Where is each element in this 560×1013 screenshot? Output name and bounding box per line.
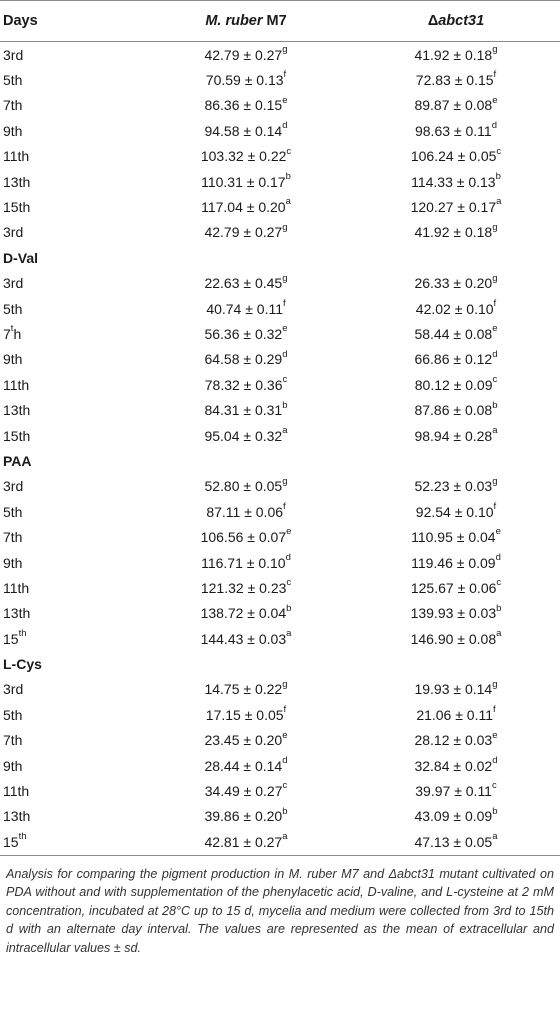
day-cell-value: 7th [3, 97, 23, 114]
abct31-cell [352, 501, 560, 520]
table-row [0, 474, 560, 499]
m7-cell-sup: e [282, 323, 288, 335]
m7-cell [140, 94, 352, 114]
m7-cell-sup: f [283, 501, 286, 513]
abct31-cell [352, 44, 560, 63]
abct31-cell-sup: a [492, 831, 498, 843]
table-row [0, 753, 560, 778]
abct31-cell [352, 678, 560, 698]
section-label: PAA [3, 452, 32, 469]
abct31-cell-sup: b [492, 805, 498, 817]
day-cell-value: 11th [3, 148, 30, 165]
day-cell [0, 504, 140, 520]
m7-cell-sup: g [282, 44, 288, 56]
table-row [0, 194, 560, 219]
table-row [0, 42, 560, 67]
abct31-cell-value: 106.24 ± 0.05 [410, 148, 497, 165]
abct31-cell-value: 43.09 ± 0.09 [414, 808, 493, 825]
day-cell [0, 628, 140, 647]
abct31-cell-sup: d [492, 754, 498, 766]
abct31-cell-sup: g [492, 678, 498, 690]
abct31-cell-value: 98.63 ± 0.11 [414, 122, 492, 139]
m7-cell-sup: g [282, 221, 288, 233]
abct31-cell-value: 19.93 ± 0.14 [414, 681, 493, 698]
day-cell [0, 351, 140, 367]
m7-cell-sup: c [286, 145, 292, 157]
day-cell [0, 402, 140, 418]
day-cell [0, 428, 140, 444]
m7-cell [140, 551, 352, 571]
abct31-cell-value: 32.84 ± 0.02 [414, 757, 493, 774]
m7-cell-value: 40.74 ± 0.11 [206, 300, 284, 317]
m7-cell-sup: f [283, 704, 287, 716]
m7-cell-value: 95.04 ± 0.32 [204, 427, 283, 444]
day-cell-value: 7th [3, 732, 23, 749]
abct31-cell-value: 125.67 ± 0.06 [410, 579, 497, 596]
day-cell-value: 13th [3, 808, 31, 825]
abct31-cell-sup: d [492, 348, 498, 360]
table-row [0, 118, 560, 143]
m7-cell-sup: f [283, 69, 287, 81]
day-cell [0, 732, 140, 748]
day-cell [0, 758, 140, 774]
header-m7 [140, 13, 352, 29]
abct31-cell-sup: f [493, 69, 497, 81]
abct31-cell-value: 26.33 ± 0.20 [414, 275, 493, 292]
day-cell-value: 13th [3, 173, 31, 190]
abct31-cell-sup: g [492, 272, 498, 284]
abct31-cell-sup: b [495, 170, 501, 182]
m7-cell [140, 501, 352, 520]
day-cell-value: 15 [3, 630, 19, 647]
abct31-cell [352, 551, 560, 571]
day-cell-value: 3rd [3, 478, 24, 495]
day-cell-value: 13th [3, 402, 31, 419]
abct31-cell-value: 139.93 ± 0.03 [410, 605, 497, 622]
abct31-cell [352, 424, 560, 444]
day-cell [0, 224, 140, 240]
m7-cell-value: 17.15 ± 0.05 [205, 706, 284, 723]
abct31-cell [352, 323, 560, 342]
day-cell-value: 5th [3, 503, 23, 520]
day-cell-after: h [13, 325, 22, 342]
day-cell-value: 5th [3, 300, 23, 317]
table-row [0, 93, 560, 118]
abct31-cell-value: 120.27 ± 0.17 [410, 199, 497, 216]
m7-cell-sup: c [286, 577, 292, 589]
m7-cell [140, 577, 352, 596]
abct31-cell-sup: e [492, 323, 498, 335]
abct31-cell [352, 805, 560, 825]
abct31-cell-sup: g [492, 475, 498, 487]
abct31-cell-value: 92.54 ± 0.10 [415, 503, 494, 520]
abct31-cell-value: 80.12 ± 0.09 [414, 376, 493, 393]
day-cell [0, 275, 140, 291]
table-row [0, 67, 560, 92]
table-row [0, 423, 560, 448]
table-row [0, 372, 560, 397]
section-row [0, 448, 560, 473]
m7-cell-sup: g [282, 272, 288, 284]
abct31-cell-sup: g [492, 44, 498, 56]
header-m7-italic: M. ruber [205, 13, 263, 29]
abct31-cell [352, 526, 560, 546]
header-abct31-italic: abct31 [438, 13, 485, 29]
abct31-cell-sup: b [496, 602, 502, 614]
m7-cell [140, 678, 352, 698]
abct31-cell-sup: f [493, 297, 497, 309]
m7-cell-value: 14.75 ± 0.22 [204, 681, 283, 698]
m7-cell [140, 399, 352, 419]
abct31-cell-sup: f [493, 704, 496, 716]
m7-cell-value: 84.31 ± 0.31 [204, 402, 283, 419]
day-cell-value: 15 [3, 833, 19, 850]
day-cell-value: 3rd [3, 46, 24, 63]
table-body [0, 42, 560, 855]
day-cell [0, 681, 140, 697]
m7-cell-sup: c [282, 374, 288, 386]
m7-cell-sup: d [285, 551, 291, 563]
table-row [0, 397, 560, 422]
m7-cell-sup: f [283, 297, 286, 309]
abct31-cell-value: 89.87 ± 0.08 [414, 97, 493, 114]
day-cell [0, 783, 140, 799]
m7-cell [140, 602, 352, 622]
m7-cell-sup: b [286, 602, 292, 614]
m7-cell [140, 729, 352, 749]
abct31-cell [352, 399, 560, 419]
header-abct31-prefix: Δ [427, 13, 439, 29]
abct31-cell-value: 72.83 ± 0.15 [415, 72, 494, 89]
m7-cell [140, 120, 352, 139]
abct31-cell [352, 475, 560, 495]
m7-cell [140, 628, 352, 647]
abct31-cell-value: 87.86 ± 0.08 [414, 402, 493, 419]
abct31-cell-sup: a [496, 196, 502, 208]
abct31-cell [352, 69, 560, 89]
abct31-cell-sup: e [492, 729, 498, 741]
m7-cell-sup: d [282, 120, 288, 132]
abct31-cell [352, 348, 560, 368]
m7-cell [140, 145, 352, 165]
abct31-cell-value: 41.92 ± 0.18 [414, 224, 493, 241]
abct31-cell-sup: c [496, 145, 502, 157]
day-cell [0, 47, 140, 63]
header-m7-rest: M7 [262, 13, 287, 29]
section-row [0, 651, 560, 676]
table-row [0, 626, 560, 651]
m7-cell-sup: b [282, 399, 288, 411]
m7-cell-value: 39.86 ± 0.20 [204, 808, 283, 825]
day-cell [0, 605, 140, 621]
abct31-cell-value: 119.46 ± 0.09 [411, 554, 496, 571]
m7-cell-value: 42.79 ± 0.27 [204, 46, 283, 63]
m7-cell-sup: d [282, 348, 288, 360]
m7-cell [140, 704, 352, 723]
abct31-cell-value: 41.92 ± 0.18 [414, 46, 493, 63]
day-cell [0, 808, 140, 824]
abct31-cell [352, 221, 560, 241]
day-cell [0, 478, 140, 494]
m7-cell-sup: e [282, 729, 288, 741]
m7-cell-value: 34.49 ± 0.27 [204, 783, 283, 800]
m7-cell-value: 121.32 ± 0.23 [200, 579, 287, 596]
day-cell [0, 148, 140, 164]
abct31-cell [352, 374, 560, 393]
abct31-cell-sup: c [496, 577, 502, 589]
table-caption: Analysis for comparing the pigment production in M. ruber M7 and Δabct31 mutant cultivated on PDA without and with supplementation of the phenylacetic acid, D-valine, and L-cysteine at 2 mM concentration, incubated at 28°C up to 15 d, mycelia and medium were collected from 3rd to 15th d with an alternate day interval. The values are represented as the mean of extracellular and intracellular values ± sd. [6, 866, 554, 955]
m7-cell-value: 78.32 ± 0.36 [204, 376, 283, 393]
abct31-cell [352, 94, 560, 114]
day-cell [0, 97, 140, 113]
day-cell [0, 831, 140, 850]
abct31-cell [352, 272, 560, 292]
m7-cell-value: 87.11 ± 0.06 [206, 503, 284, 520]
table-row [0, 499, 560, 524]
day-cell-value: 7th [3, 529, 23, 546]
abct31-cell [352, 297, 560, 317]
day-cell-value: 9th [3, 122, 23, 139]
day-cell-value: 11th [3, 376, 30, 393]
day-cell [0, 301, 140, 317]
day-cell-value: 3rd [3, 681, 24, 698]
m7-cell-sup: a [286, 628, 292, 640]
abct31-cell [352, 196, 560, 216]
table-row [0, 702, 560, 727]
m7-cell [140, 170, 352, 190]
m7-cell-sup: a [282, 831, 288, 843]
m7-cell [140, 805, 352, 825]
m7-cell [140, 297, 352, 317]
abct31-cell [352, 831, 560, 850]
abct31-cell-sup: a [492, 424, 498, 436]
table-row [0, 271, 560, 296]
m7-cell-value: 86.36 ± 0.15 [204, 97, 283, 114]
day-cell-value: 15th [3, 199, 31, 216]
abct31-cell [352, 170, 560, 190]
day-cell [0, 199, 140, 215]
table-row [0, 829, 560, 854]
m7-cell-sup: g [282, 678, 288, 690]
day-cell-value: 3rd [3, 224, 24, 241]
abct31-cell [352, 754, 560, 774]
m7-cell [140, 323, 352, 342]
abct31-cell-sup: g [492, 221, 498, 233]
day-cell-value: 15th [3, 427, 31, 444]
day-cell-value: 11th [3, 783, 30, 800]
table-row [0, 144, 560, 169]
m7-cell-sup: d [282, 754, 288, 766]
m7-cell-value: 42.81 ± 0.27 [204, 833, 283, 850]
m7-cell-sup: e [282, 94, 288, 106]
m7-cell [140, 424, 352, 444]
day-cell [0, 323, 140, 342]
abct31-cell-value: 114.33 ± 0.13 [411, 173, 496, 190]
table-row [0, 550, 560, 575]
m7-cell-sup: e [286, 526, 292, 538]
day-cell-value: 3rd [3, 275, 24, 292]
section-label: D-Val [3, 249, 39, 266]
m7-cell-sup: a [282, 424, 288, 436]
section-row [0, 245, 560, 270]
day-cell-value: 9th [3, 757, 23, 774]
m7-cell [140, 526, 352, 546]
table-row [0, 575, 560, 600]
abct31-cell [352, 729, 560, 749]
m7-cell [140, 69, 352, 89]
m7-cell-sup: g [282, 475, 288, 487]
table-header [0, 1, 560, 41]
abct31-cell [352, 145, 560, 165]
abct31-cell-sup: a [496, 628, 502, 640]
m7-cell-sup: a [285, 196, 291, 208]
m7-cell-value: 144.43 ± 0.03 [200, 630, 287, 647]
day-cell [0, 123, 140, 139]
abct31-cell [352, 602, 560, 622]
table-row [0, 524, 560, 549]
m7-cell [140, 221, 352, 241]
day-cell [0, 377, 140, 393]
table-row [0, 296, 560, 321]
abct31-cell-value: 146.90 ± 0.08 [410, 630, 497, 647]
m7-cell-value: 106.56 ± 0.07 [200, 529, 287, 546]
day-cell-value: 9th [3, 554, 23, 571]
table-row [0, 778, 560, 803]
abct31-cell-value: 110.95 ± 0.04 [411, 529, 496, 546]
day-cell [0, 555, 140, 571]
m7-cell [140, 475, 352, 495]
abct31-cell-sup: f [493, 501, 497, 513]
m7-cell-value: 56.36 ± 0.32 [204, 325, 283, 342]
abct31-cell-value: 39.97 ± 0.11 [415, 783, 492, 800]
abct31-cell-sup: c [491, 780, 497, 792]
table-row [0, 677, 560, 702]
m7-cell-sup: b [282, 805, 288, 817]
m7-cell-value: 23.45 ± 0.20 [204, 732, 283, 749]
m7-cell-value: 28.44 ± 0.14 [204, 757, 283, 774]
abct31-cell-sup: b [492, 399, 498, 411]
abct31-cell-value: 52.23 ± 0.03 [414, 478, 493, 495]
abct31-cell-value: 47.13 ± 0.05 [414, 833, 493, 850]
abct31-cell-sup: d [495, 551, 501, 563]
m7-cell [140, 831, 352, 850]
abct31-cell-value: 21.06 ± 0.11 [416, 706, 494, 723]
day-cell-sup: th [18, 831, 27, 843]
abct31-cell-value: 28.12 ± 0.03 [414, 732, 493, 749]
m7-cell [140, 196, 352, 216]
header-abct31 [352, 13, 560, 29]
m7-cell [140, 754, 352, 774]
m7-cell-value: 117.04 ± 0.20 [201, 199, 286, 216]
table-row [0, 728, 560, 753]
m7-cell-value: 138.72 ± 0.04 [200, 605, 287, 622]
table-row [0, 804, 560, 829]
day-cell [0, 174, 140, 190]
day-cell-value: 7 [3, 325, 11, 342]
m7-cell [140, 44, 352, 63]
abct31-cell [352, 577, 560, 596]
abct31-cell-value: 42.02 ± 0.10 [415, 300, 494, 317]
abct31-cell [352, 628, 560, 647]
day-cell-value: 13th [3, 605, 31, 622]
m7-cell [140, 272, 352, 292]
abct31-cell-sup: e [492, 94, 498, 106]
m7-cell [140, 348, 352, 368]
day-cell-value: 11th [3, 579, 30, 596]
abct31-cell-sup: c [492, 374, 498, 386]
m7-cell-value: 110.31 ± 0.17 [201, 173, 286, 190]
day-cell [0, 72, 140, 88]
header-days: Days [3, 13, 38, 29]
day-cell-value: 5th [3, 706, 23, 723]
day-cell [0, 529, 140, 545]
m7-cell-value: 94.58 ± 0.14 [204, 122, 283, 139]
m7-cell-sup: c [282, 780, 288, 792]
abct31-cell [352, 780, 560, 800]
m7-cell-value: 64.58 ± 0.29 [204, 351, 283, 368]
abct31-cell-sup: d [491, 120, 497, 132]
day-cell-value: 9th [3, 351, 23, 368]
day-cell-sup: t [10, 323, 14, 335]
section-label: L-Cys [3, 656, 42, 673]
table-row [0, 220, 560, 245]
m7-cell-value: 103.32 ± 0.22 [200, 148, 287, 165]
m7-cell [140, 780, 352, 800]
m7-cell-value: 42.79 ± 0.27 [204, 224, 283, 241]
m7-cell-value: 52.80 ± 0.05 [204, 478, 283, 495]
table-row [0, 347, 560, 372]
table-row [0, 169, 560, 194]
day-cell-sup: th [18, 628, 27, 640]
abct31-cell-sup: e [495, 526, 501, 538]
day-cell [0, 580, 140, 596]
day-cell [0, 707, 140, 723]
m7-cell [140, 374, 352, 393]
abct31-cell-value: 98.94 ± 0.28 [414, 427, 493, 444]
m7-cell-sup: b [285, 170, 291, 182]
abct31-cell [352, 120, 560, 139]
table-row [0, 321, 560, 346]
abct31-cell [352, 704, 560, 723]
abct31-cell-value: 66.86 ± 0.12 [414, 351, 493, 368]
m7-cell-value: 70.59 ± 0.13 [205, 72, 284, 89]
day-cell-value: 5th [3, 72, 23, 89]
bottom-rule [0, 855, 560, 856]
m7-cell-value: 22.63 ± 0.45 [204, 275, 283, 292]
m7-cell-value: 116.71 ± 0.10 [201, 554, 286, 571]
table-row [0, 601, 560, 626]
abct31-cell-value: 58.44 ± 0.08 [414, 325, 493, 342]
